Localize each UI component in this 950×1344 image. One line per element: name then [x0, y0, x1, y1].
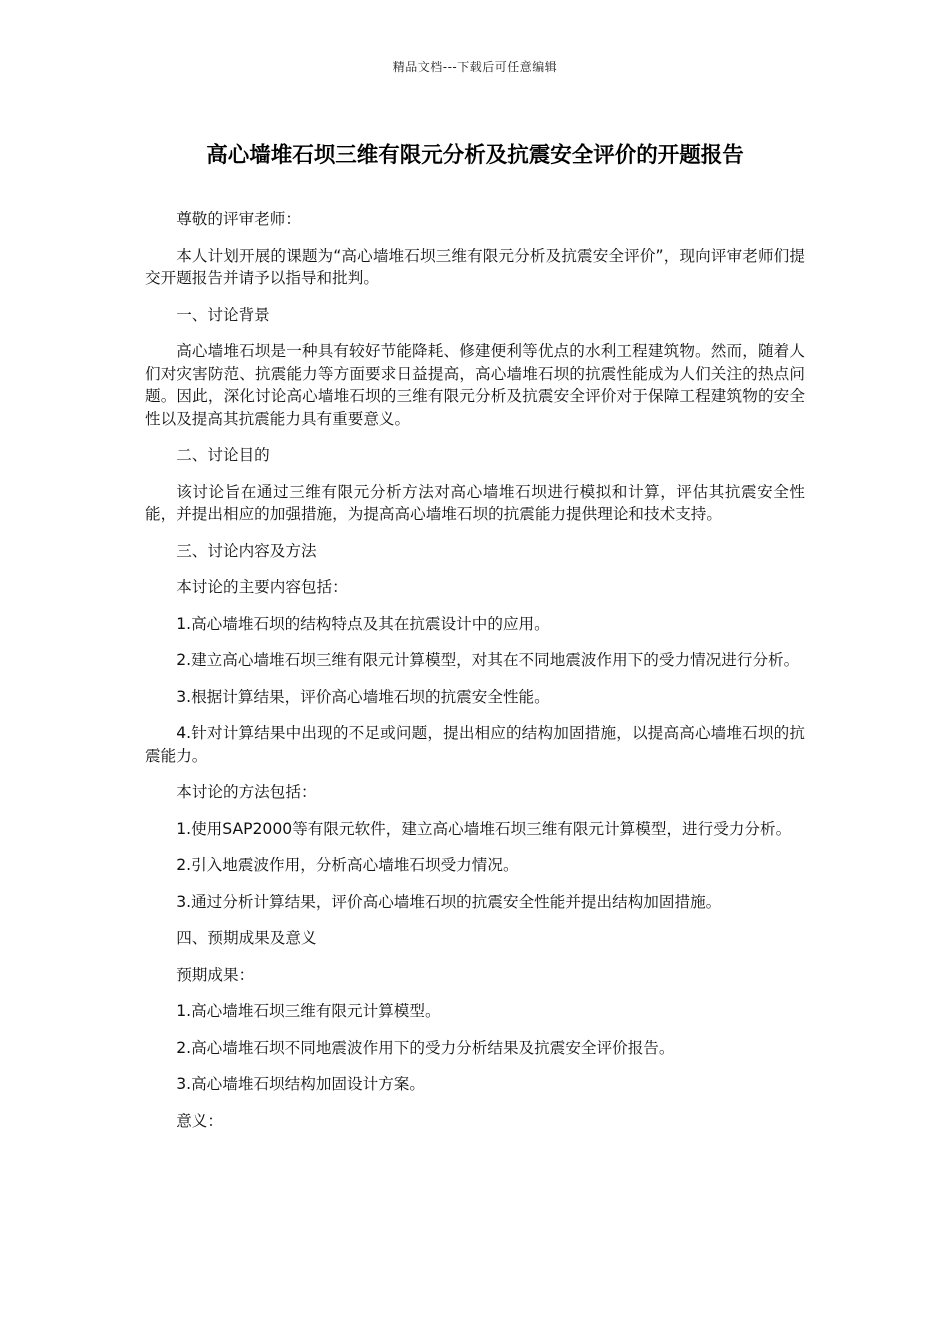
list-item: 1.高心墙堆石坝的结构特点及其在抗震设计中的应用。	[176, 614, 550, 633]
purpose-paragraph: 该讨论旨在通过三维有限元分析方法对高心墙堆石坝进行模拟和计算，评估其抗震安全性能，并提出相应的加强措施，为提高高心墙堆石坝的抗震能力提供理论和技术支持。	[145, 482, 805, 523]
intro-paragraph: 本人计划开展的课题为“高心墙堆石坝三维有限元分析及抗震安全评价”，现向评审老师们提交开题报告并请予以指导和批判。	[145, 246, 805, 287]
section-heading-purpose: 二、讨论目的	[176, 446, 270, 464]
background-paragraph: 高心墙堆石坝是一种具有较好节能降耗、修建便利等优点的水利工程建筑物。然而，随着人们对灾害防范、抗震能力等方面要求日益提高，高心墙堆石坝的抗震性能成为人们关注的热点问题。因此，深化讨论高心墙堆石坝的三维有限元分析及抗震安全评价对于保障工程建筑物的安全性以及提高其抗震能力具有重要意义。	[145, 342, 805, 428]
significance-intro: 意义：	[176, 1111, 223, 1130]
content-intro: 本讨论的主要内容包括：	[176, 578, 348, 596]
document-title: 高心墙堆石坝三维有限元分析及抗震安全评价的开题报告	[206, 143, 744, 168]
section-heading-content-methods: 三、讨论内容及方法	[176, 541, 317, 560]
section-heading-outcomes: 四、预期成果及意义	[176, 929, 317, 947]
list-item: 1.使用SAP2000等有限元软件，建立高心墙堆石坝三维有限元计算模型，进行受力分析。	[176, 819, 792, 838]
list-item: 2.引入地震波作用，分析高心墙堆石坝受力情况。	[176, 856, 519, 874]
section-heading-background: 一、讨论背景	[176, 305, 270, 324]
list-item: 4.针对计算结果中出现的不足或问题，提出相应的结构加固措施，以提高高心墙堆石坝的抗震能力。	[145, 724, 805, 765]
list-item: 3.高心墙堆石坝结构加固设计方案。	[176, 1075, 425, 1093]
page-header: 精品文档---下载后可任意编辑	[392, 60, 558, 74]
list-item: 3.根据计算结果，评价高心墙堆石坝的抗震安全性能。	[176, 687, 550, 706]
outcomes-intro: 预期成果：	[176, 965, 255, 984]
document-body	[145, 208, 805, 1146]
methods-intro: 本讨论的方法包括：	[176, 783, 317, 801]
list-item: 2.建立高心墙堆石坝三维有限元计算模型，对其在不同地震波作用下的受力情况进行分析。	[176, 651, 800, 669]
list-item: 3.通过分析计算结果，评价高心墙堆石坝的抗震安全性能并提出结构加固措施。	[176, 892, 722, 911]
list-item: 1.高心墙堆石坝三维有限元计算模型。	[176, 1002, 441, 1020]
greeting: 尊敬的评审老师：	[176, 210, 301, 228]
list-item: 2.高心墙堆石坝不同地震波作用下的受力分析结果及抗震安全评价报告。	[176, 1038, 675, 1057]
